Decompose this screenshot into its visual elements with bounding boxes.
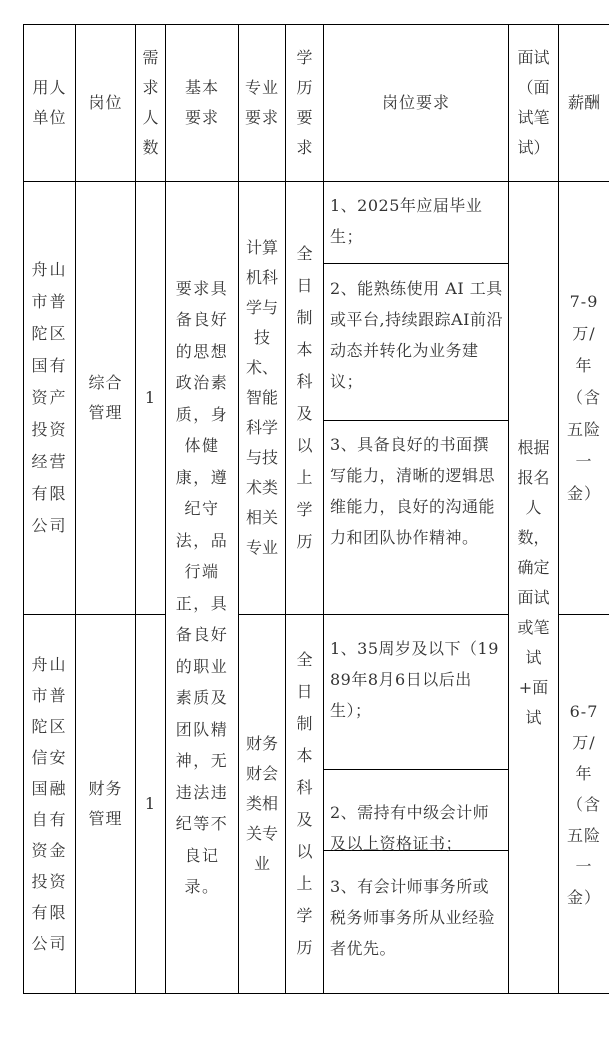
row2-position-text: 财务管理 (88, 779, 123, 828)
header-interview (509, 25, 558, 181)
row2-salary (559, 615, 609, 993)
row2-employer-text: 舟山市普陀区信安国融自有资金投资有限公司 (31, 655, 68, 953)
header-employer (24, 25, 75, 181)
header-headcount (136, 25, 165, 181)
basic-requirements-text: 要求具备良好的思想政治素质，身体健康，遵纪守法，品行端正，具备良好的职业素质及团队精神，无违法违纪等不良记录。 (175, 278, 229, 896)
row1-education-text: 全日制本科及以上学历 (296, 244, 313, 551)
header-basic-requirements (166, 25, 238, 181)
header-education-requirements-label: 学历要求 (296, 48, 313, 157)
basic-requirements-cell (166, 182, 238, 993)
row2-headcount-text: 1 (144, 794, 157, 813)
row1-major-text: 计算机科学与技术、智能科学与技术类相关专业 (245, 238, 278, 557)
row2-requirement-1: 1、35周岁及以下（1989年8月6日以后出生）； (330, 639, 499, 720)
header-education-requirements (286, 25, 323, 181)
interview-text: 根据报名人数，确定面试或笔试+面试 (517, 437, 550, 727)
row2-major-text: 财务财会类相关专业 (245, 734, 278, 873)
row1-requirement-2: 2、能熟练使用 AI 工具或平台,持续跟踪AI前沿动态并转化为业务建议； (330, 279, 503, 391)
row1-education (286, 182, 323, 614)
row1-employer (24, 182, 75, 614)
header-interview-label: 面试（面试笔试） (517, 48, 550, 157)
row1-headcount-text: 1 (144, 388, 157, 407)
row2-education (286, 615, 323, 993)
row1-employer-text: 舟山市普陀区国有资产投资经营有限公司 (31, 260, 68, 535)
row2-requirement-3: 3、有会计师事务所或税务师事务所从业经验者优先。 (330, 877, 496, 958)
header-basic-requirements-label: 基本要求 (184, 78, 219, 127)
header-salary-label: 薪酬 (567, 93, 600, 112)
row2-major (239, 615, 285, 993)
header-salary (559, 25, 609, 181)
row1-major (239, 182, 285, 614)
row1-salary (559, 182, 609, 614)
row2-requirement-2: 2、需持有中级会计师及以上资格证书； (330, 803, 490, 853)
header-position-requirements (324, 25, 508, 181)
row2-salary-text: 6-7万/年（含五险一金） (566, 701, 601, 907)
row2-headcount (136, 615, 165, 993)
row1-requirement-1: 1、2025年应届毕业生； (330, 196, 483, 246)
header-headcount-label: 需求人数 (142, 48, 159, 157)
row1-headcount (136, 182, 165, 614)
row1-salary-text: 7-9万/年（含五险一金） (566, 292, 601, 503)
header-position (76, 25, 135, 181)
header-major-requirements (239, 25, 285, 181)
header-position-requirements-label: 岗位要求 (381, 93, 450, 112)
row1-requirement-3: 3、具备良好的书面撰写能力，清晰的逻辑思维能力，良好的沟通能力和团队协作精神。 (330, 435, 496, 547)
row1-position-text: 综合管理 (88, 373, 123, 422)
row1-position (76, 182, 135, 614)
row2-position (76, 615, 135, 993)
header-position-label: 岗位 (88, 93, 123, 112)
row2-employer (24, 615, 75, 993)
header-major-requirements-label: 专业要求 (244, 78, 279, 127)
header-employer-label: 用人单位 (32, 78, 67, 127)
row2-education-text: 全日制本科及以上学历 (296, 650, 313, 957)
interview-cell (509, 182, 558, 993)
